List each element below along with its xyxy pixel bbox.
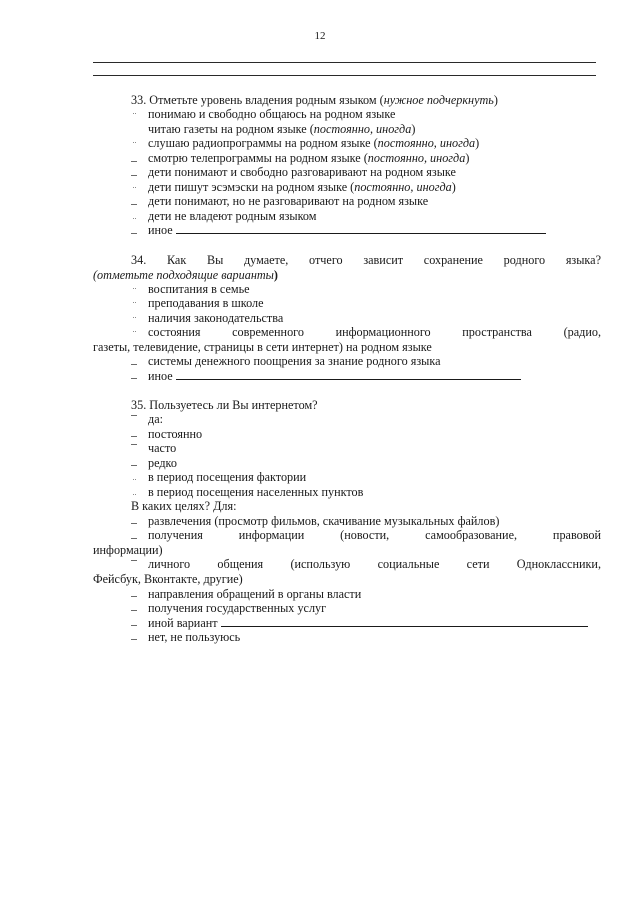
q33-option-4: дети понимают и свободно разговаривают на родном языке xyxy=(148,165,456,179)
q35-purpose-3-checkbox[interactable] xyxy=(131,560,137,561)
q35-purpose-1-cont: информации) xyxy=(93,543,163,557)
q35-option-5-checkbox[interactable] xyxy=(133,494,136,495)
q34-option-0: воспитания в семье xyxy=(148,282,250,296)
q35-option-2: часто xyxy=(148,441,177,455)
q35-purpose-1: получения информации (новости, самообразование, правовой xyxy=(148,528,601,542)
q33-option-0: понимаю и свободно общаюсь на родном языке xyxy=(148,107,396,121)
q33-option-2-checkbox[interactable] xyxy=(133,142,136,143)
q35-option-0: да: xyxy=(148,412,163,426)
q35-option-5: в период посещения населенных пунктов xyxy=(148,485,364,499)
q35-purpose-0-checkbox[interactable] xyxy=(131,523,137,524)
q34-option-0-checkbox[interactable] xyxy=(133,288,136,289)
q34-option-3-checkbox[interactable] xyxy=(133,331,136,332)
q34-option-1-checkbox[interactable] xyxy=(133,302,136,303)
q34-option-2: наличия законодательства xyxy=(148,311,284,325)
answer-line-second[interactable] xyxy=(93,75,596,76)
q35-purpose-label: В каких целях? Для: xyxy=(131,499,237,513)
q35-purpose-0: развлечения (просмотр фильмов, скачивание музыкальных файлов) xyxy=(148,514,500,528)
q33-option-7-checkbox[interactable] xyxy=(133,218,136,219)
q33-title: 33. Отметьте уровень владения родным языком (нужное подчеркнуть) xyxy=(131,93,498,107)
q34-other-input[interactable] xyxy=(176,369,521,380)
q35-purpose-3-cont: Фейсбук, Вконтакте, другие) xyxy=(93,572,243,586)
q33-option-0-checkbox[interactable] xyxy=(133,113,136,114)
q35-option-1-checkbox[interactable] xyxy=(131,436,137,437)
q33-option-4-checkbox[interactable] xyxy=(131,175,137,176)
q33-option-5: дети пишут эсэмэски на родном языке (постоянно, иногда) xyxy=(148,180,456,194)
q33-option-6-checkbox[interactable] xyxy=(131,204,137,205)
q35-purpose-5: направления обращений в органы власти xyxy=(148,587,362,601)
q33-option-8-checkbox[interactable] xyxy=(131,233,137,234)
q35-purpose-1-checkbox[interactable] xyxy=(131,538,137,539)
q33-option-8: иное xyxy=(148,223,546,238)
q33-option-3-checkbox[interactable] xyxy=(131,161,137,162)
q35-purpose-7: иной вариант xyxy=(148,616,588,631)
q35-option-2-checkbox[interactable] xyxy=(131,444,137,445)
q35-option-4: в период посещения фактории xyxy=(148,470,307,484)
q34-option-6-checkbox[interactable] xyxy=(131,378,137,379)
q35-option-3-checkbox[interactable] xyxy=(131,465,137,466)
q35-option-4-checkbox[interactable] xyxy=(133,479,136,480)
q34-title-note: (отметьте подходящие варианты) xyxy=(93,268,278,282)
q35-purpose-5-checkbox[interactable] xyxy=(131,596,137,597)
q35-option-1: постоянно xyxy=(148,427,203,441)
q35-purpose-7-checkbox[interactable] xyxy=(131,625,137,626)
q34-option-5: системы денежного поощрения за знание родного языка xyxy=(148,354,441,368)
q35-purpose-3: личного общения (использую социальные сети Одноклассники, xyxy=(148,557,601,571)
q35-purpose-6: получения государственных услуг xyxy=(148,601,327,615)
q34-option-3-cont: газеты, телевидение, страницы в сети интернет) на родном языке xyxy=(93,340,432,354)
q34-option-1: преподавания в школе xyxy=(148,296,264,310)
q34-option-6: иное xyxy=(148,369,521,384)
q35-purpose-8-checkbox[interactable] xyxy=(131,639,137,640)
q35-purpose-6-checkbox[interactable] xyxy=(131,610,137,611)
q33-option-5-checkbox[interactable] xyxy=(133,187,136,188)
q33-option-7: дети не владеют родным языком xyxy=(148,209,317,223)
q33-option-6: дети понимают, но не разговаривают на родном языке xyxy=(148,194,429,208)
q34-option-3: состояния современного информационного пространства (радио, xyxy=(148,325,601,339)
q35-option-3: редко xyxy=(148,456,177,470)
q35-title: 35. Пользуетесь ли Вы интернетом? xyxy=(131,398,318,412)
q35-other-input[interactable] xyxy=(221,616,588,627)
q35-purpose-8: нет, не пользуюсь xyxy=(148,630,241,644)
q35-option-0-checkbox[interactable] xyxy=(131,415,137,416)
q34-option-5-checkbox[interactable] xyxy=(131,364,137,365)
q34-title: 34. Как Вы думаете, отчего зависит сохранение родного языка? xyxy=(131,253,601,267)
q33-option-1: читаю газеты на родном языке (постоянно, иногда) xyxy=(148,122,416,136)
q33-option-3: смотрю телепрограммы на родном языке (постоянно, иногда) xyxy=(148,151,470,165)
q33-option-2: слушаю радиопрограммы на родном языке (постоянно, иногда) xyxy=(148,136,480,150)
page-number: 12 xyxy=(314,30,326,42)
q34-option-2-checkbox[interactable] xyxy=(133,317,136,318)
q33-other-input[interactable] xyxy=(176,223,546,234)
answer-line-top[interactable] xyxy=(93,62,596,63)
